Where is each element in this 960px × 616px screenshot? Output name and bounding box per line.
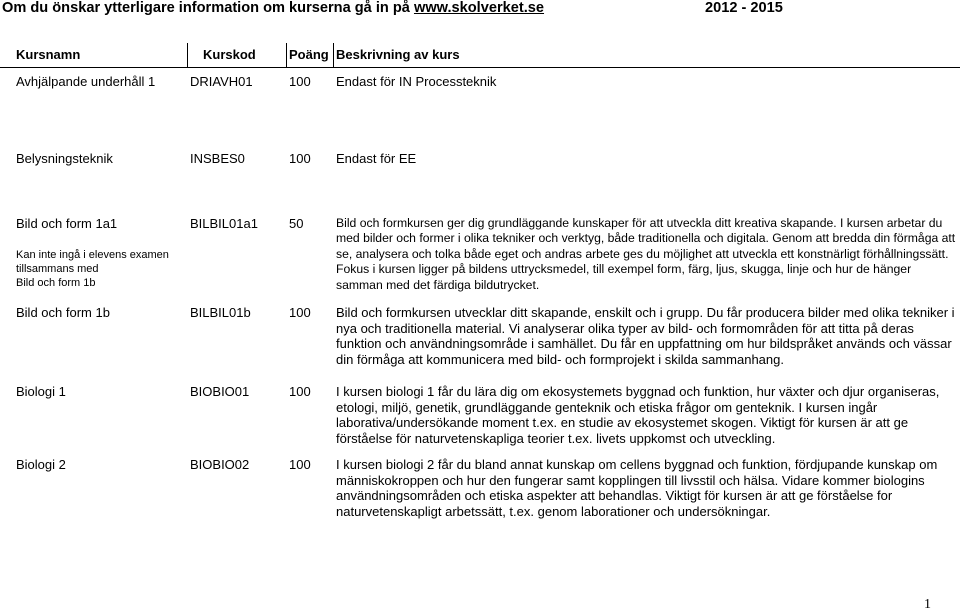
course-name: Biologi 2: [16, 457, 66, 472]
column-header-beskrivning: Beskrivning av kurs: [336, 47, 460, 62]
course-description: I kursen biologi 2 får du bland annat kunskap om cellens byggnad och funktion, fördjupande kunskap om människokroppen och hur den fungerar samt kopplingen till livsstil och hälsa. Vidare kommer biologins användningsområden och etiska aspekter att behandlas. Viktigt för kursen är att ge förståelse for naturvetenskapligt arbetssätt, t.ex. genom laborationer och undersökningar.: [336, 457, 938, 519]
course-points: 100: [289, 305, 311, 320]
course-points: 100: [289, 151, 311, 166]
year-range: 2012 - 2015: [705, 0, 783, 16]
column-divider: [333, 43, 334, 68]
column-header-poang: Poäng: [289, 47, 329, 62]
page-title-text: Om du önskar ytterligare information om kurserna gå in på: [2, 0, 414, 16]
course-description: Endast för IN Processteknik: [336, 74, 497, 89]
column-header-kurskod: Kurskod: [203, 47, 256, 62]
course-name: Bild och form 1a1: [16, 216, 118, 231]
course-name: Bild och form 1b: [16, 305, 110, 320]
course-code: BILBIL01a1: [190, 216, 258, 231]
course-name: Avhjälpande underhåll 1: [16, 74, 156, 89]
course-name: Belysningsteknik: [16, 151, 113, 166]
course-name: Biologi 1: [16, 384, 66, 399]
course-code: BILBIL01b: [190, 305, 251, 320]
course-code: BIOBIO01: [190, 384, 250, 399]
course-description: Bild och formkursen utvecklar ditt skapande, enskilt och i grupp. Du får producera bilder med olika tekniker i nya och traditionella material. Vi analyserar olika typer av bild- och formområden för att titta på deras funktion och användningsområde i samhället. Du får en uppfattning om hur bildspråket används och vässar din förmåga att kommunicera med bild- och formprojekt i skilda sammanhang.: [336, 305, 955, 367]
column-header-kursnamn: Kursnamn: [16, 47, 81, 62]
course-note: tillsammans med: [16, 263, 99, 275]
course-description: Endast för EE: [336, 151, 417, 166]
column-divider: [286, 43, 287, 68]
course-code: INSBES0: [190, 151, 245, 166]
course-description: Bild och formkursen ger dig grundläggande kunskaper för att utveckla ditt kreativa skapande. I kursen arbetar du med bilder och former i olika tekniker och verktyg, både traditionella och digitala. Genom att bredda din förmåga att se, analysera och tolka både eget och andras arbete ges du möjlighet att utveckla ett konstnärligt förhållningssätt. Fokus i kursen ligger på bildens uttrycksmedel, till exempel form, färg, ljus, skugga, linje och hur de hänger samman med det färdiga bildutrycket.: [336, 216, 956, 292]
course-points: 100: [289, 457, 311, 472]
course-points: 50: [289, 216, 304, 231]
skolverket-link[interactable]: www.skolverket.se: [413, 0, 545, 16]
course-code: DRIAVH01: [190, 74, 253, 89]
course-points: 100: [289, 74, 311, 89]
course-note: Bild och form 1b: [16, 277, 96, 289]
course-code: BIOBIO02: [190, 457, 250, 472]
course-points: 100: [289, 384, 311, 399]
course-description: I kursen biologi 1 får du lära dig om ekosystemets byggnad och funktion, hur växter och djur organiseras, etologi, miljö, genetik, grundläggande genteknik och etiska frågor om genteknik. I kursen ingår laborativa/undersökande moment t.ex. en studie av ekosystemet skogen. Viktigt för kursen är att ge förståelse för naturvetenskapliga teorier t.ex. livets uppkomst och utveckling.: [336, 384, 940, 446]
page-number: 1: [924, 597, 931, 612]
page-title: [2, 0, 544, 16]
column-divider: [187, 43, 188, 68]
course-note: Kan inte ingå i elevens examen: [16, 249, 169, 261]
table-header: [0, 43, 960, 68]
